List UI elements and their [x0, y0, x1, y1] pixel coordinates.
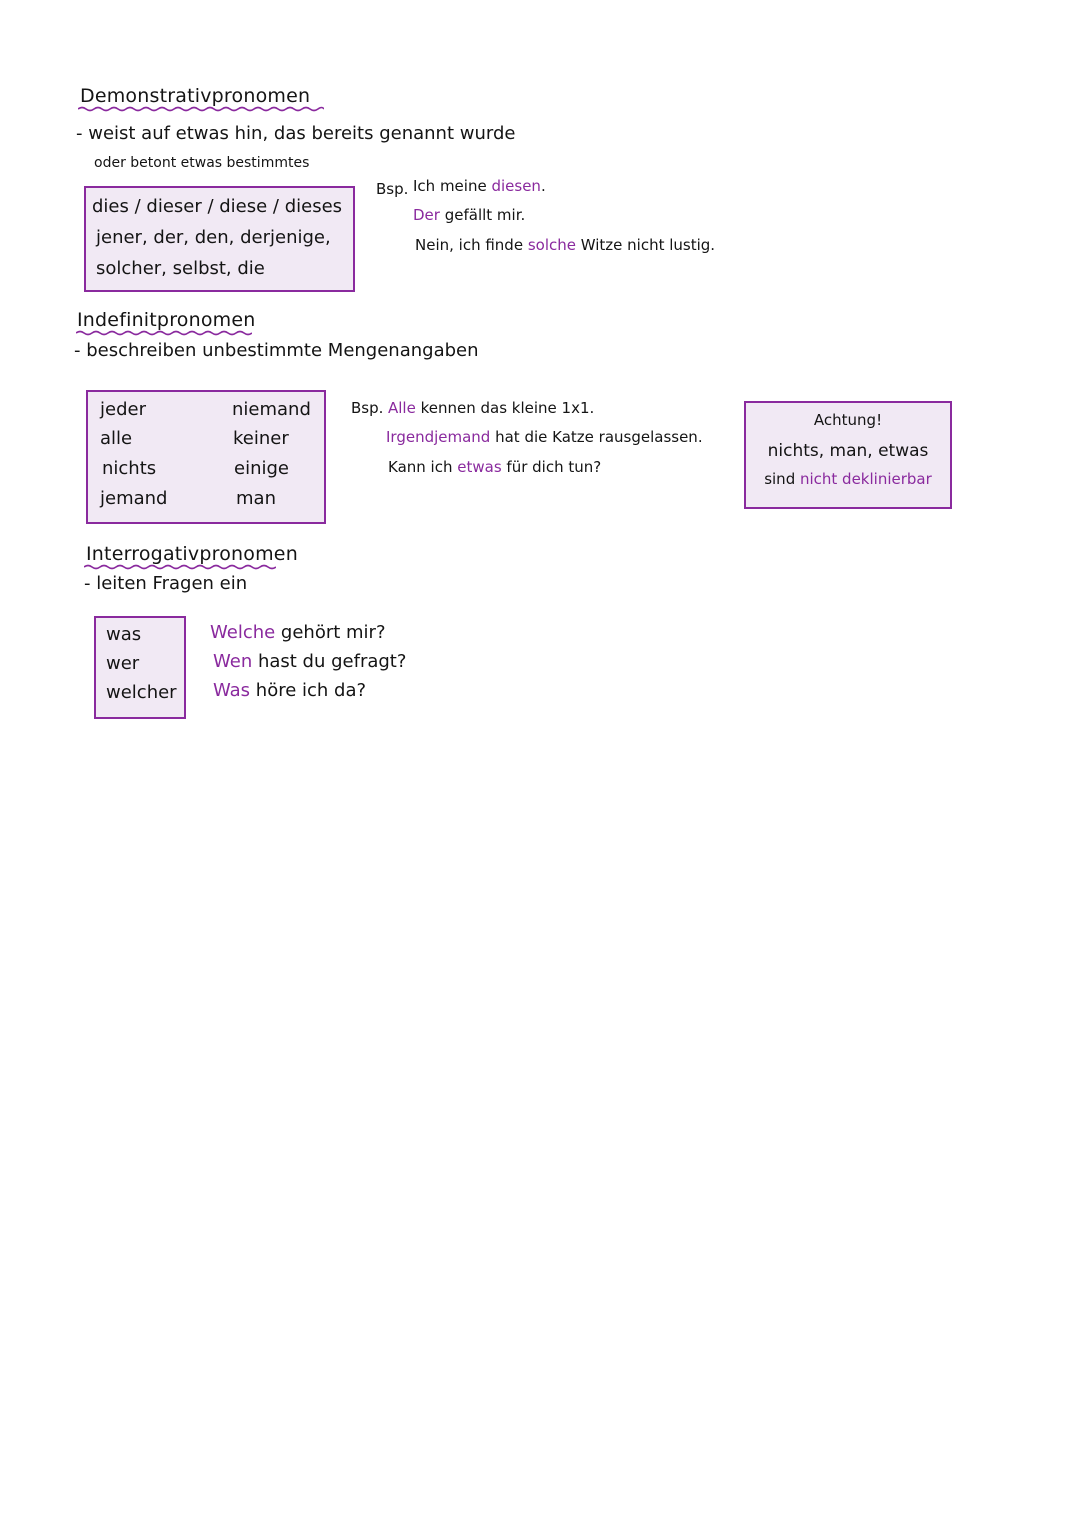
warning-title: Achtung! — [813, 411, 883, 429]
indefinit-description: - beschreiben unbestimmte Mengenangaben — [74, 340, 479, 361]
box-cell: nichts — [102, 458, 157, 479]
example-line: Nein, ich finde solche Witze nicht lustig. — [415, 236, 716, 254]
heading-underline — [84, 564, 276, 570]
box-cell: einige — [234, 458, 289, 479]
heading-underline — [76, 330, 252, 336]
box-line: welcher — [106, 682, 177, 703]
box-cell: jeder — [100, 399, 146, 420]
example-line: Kann ich etwas für dich tun? — [388, 458, 602, 476]
box-line: solcher, selbst, die — [96, 258, 265, 279]
warning-line: sind nicht deklinierbar — [764, 470, 932, 488]
example-line: Was höre ich da? — [213, 680, 367, 701]
interrogativ-pronoun-box — [94, 616, 186, 719]
example-line: Ich meine diesen. — [413, 177, 546, 195]
example-line: Alle kennen das kleine 1x1. — [388, 399, 595, 417]
box-line: dies / dieser / diese / dieses — [92, 196, 343, 217]
example-line: Irgendjemand hat die Katze rausgelassen. — [386, 428, 703, 446]
box-cell: niemand — [232, 399, 311, 420]
example-line: Wen hast du gefragt? — [213, 651, 407, 672]
box-line: jener, der, den, derjenige, — [96, 227, 331, 248]
box-line: wer — [106, 653, 140, 674]
heading-indefinitpronomen: Indefinitpronomen — [77, 309, 256, 331]
warning-line: nichts, man, etwas — [767, 441, 929, 461]
interrogativ-description: - leiten Fragen ein — [84, 573, 248, 594]
demonstrativ-pronoun-box — [84, 186, 355, 292]
box-cell: man — [236, 488, 276, 509]
box-cell: keiner — [233, 428, 289, 449]
indefinit-pronoun-box — [86, 390, 326, 524]
warning-box — [744, 401, 952, 509]
demonstrativ-description: - weist auf etwas hin, das bereits genannt wurde — [76, 123, 516, 144]
heading-interrogativpronomen: Interrogativpronomen — [86, 543, 298, 565]
heading-underline — [78, 106, 324, 112]
demonstrativ-description-2: oder betont etwas bestimmtes — [94, 155, 310, 171]
box-cell: jemand — [100, 488, 168, 509]
example-line: Der gefällt mir. — [413, 206, 526, 224]
example-line: Welche gehört mir? — [210, 622, 386, 643]
bsp-label: Bsp. — [351, 399, 384, 417]
heading-demonstrativpronomen: Demonstrativpronomen — [80, 85, 311, 107]
box-line: was — [106, 624, 142, 645]
box-cell: alle — [100, 428, 133, 449]
bsp-label: Bsp. — [376, 180, 409, 198]
